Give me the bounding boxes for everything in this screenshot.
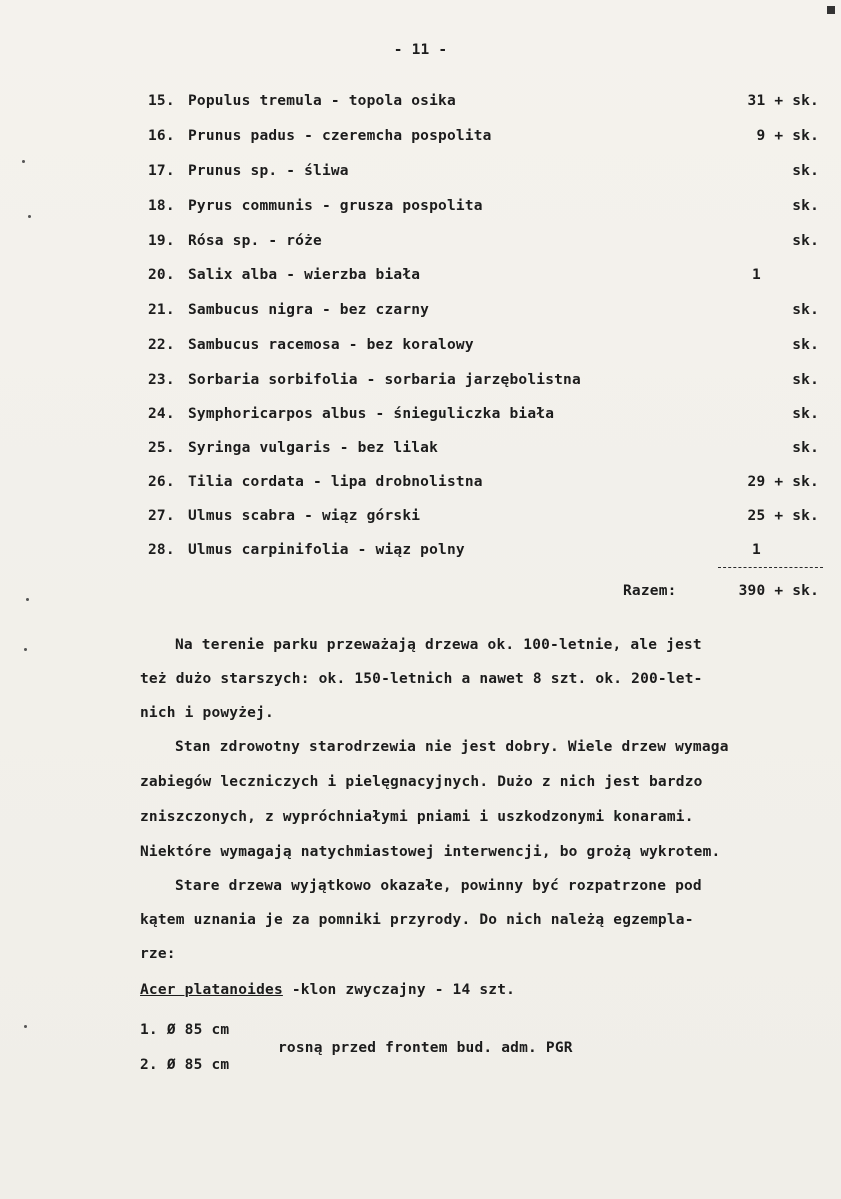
row-quantity: 29 + sk. (747, 474, 819, 490)
species-row (148, 302, 429, 324)
row-number: 20. (148, 267, 175, 283)
row-text: Ulmus carpinifolia - wiąz polny (188, 542, 465, 558)
row-number: 26. (148, 474, 175, 490)
row-number: 28. (148, 542, 175, 558)
total-value: 390 + sk. (738, 583, 819, 599)
trees-location-note: rosną przed frontem bud. adm. PGR (278, 1040, 573, 1056)
species-row (148, 233, 322, 255)
scan-speck (26, 598, 29, 601)
row-text: Salix alba - wierzba biała (188, 267, 421, 283)
species-row (148, 440, 438, 462)
row-quantity: 1 (752, 542, 761, 558)
row-quantity: sk. (792, 163, 819, 179)
scan-speck (24, 1025, 27, 1028)
row-text: Sambucus nigra - bez czarny (188, 302, 430, 318)
species-row (148, 337, 474, 359)
row-text: Prunus sp. - śliwa (188, 163, 349, 179)
paragraph-line: rze: (140, 946, 176, 962)
row-number: 23. (148, 372, 175, 388)
species-row (148, 542, 465, 564)
species-row (148, 372, 581, 394)
species-row (148, 128, 492, 150)
row-text: Tilia cordata - lipa drobnolistna (188, 474, 483, 490)
paragraph-line: Stare drzewa wyjątkowo okazałe, powinny być rozpatrzone pod (175, 878, 702, 894)
scan-speck (22, 160, 25, 163)
species-row (148, 267, 420, 289)
acer-species-name: Acer platanoides (140, 982, 283, 998)
species-row (148, 163, 349, 185)
row-number: 24. (148, 406, 175, 422)
row-number: 27. (148, 508, 175, 524)
row-text: Pyrus communis - grusza pospolita (188, 198, 483, 214)
row-number: 19. (148, 233, 175, 249)
tree-diameter: Ø 85 cm (166, 1022, 230, 1038)
acer-line (140, 982, 515, 998)
paragraph-line: Na terenie parku przeważają drzewa ok. 100-letnie, ale jest (175, 637, 702, 653)
species-row (148, 406, 554, 428)
sum-divider-line (718, 567, 823, 568)
tree-diameter: Ø 85 cm (166, 1057, 230, 1073)
row-text: Prunus padus - czeremcha pospolita (188, 128, 492, 144)
row-quantity: sk. (792, 406, 819, 422)
row-text: Sorbaria sorbifolia - sorbaria jarzębolistna (188, 372, 581, 388)
row-number: 15. (148, 93, 175, 109)
page-number: - 11 - (393, 42, 448, 58)
row-quantity: sk. (792, 198, 819, 214)
tree-number: 2. (140, 1057, 158, 1073)
row-text: Syringa vulgaris - bez lilak (188, 440, 439, 456)
row-quantity: sk. (792, 440, 819, 456)
row-quantity: 25 + sk. (747, 508, 819, 524)
species-row (148, 198, 483, 220)
row-text: Sambucus racemosa - bez koralowy (188, 337, 474, 353)
scan-speck (28, 215, 31, 218)
paragraph-line: Niektóre wymagają natychmiastowej interwencji, bo grożą wykrotem. (140, 844, 721, 860)
row-text: Populus tremula - topola osika (188, 93, 456, 109)
row-quantity: sk. (792, 233, 819, 249)
acer-description: -klon zwyczajny - 14 szt. (282, 982, 516, 998)
species-row (148, 93, 456, 115)
row-text: Ulmus scabra - wiąz górski (188, 508, 421, 524)
species-row (148, 474, 483, 496)
paragraph-line: zniszczonych, z wypróchniałymi pniami i uszkodzonymi konarami. (140, 809, 694, 825)
row-quantity: 1 (752, 267, 761, 283)
paragraph-line: kątem uznania je za pomniki przyrody. Do nich należą egzempla- (140, 912, 694, 928)
scan-speck (24, 648, 27, 651)
tree-entry (140, 1022, 229, 1038)
species-row (148, 508, 420, 530)
row-number: 21. (148, 302, 175, 318)
row-text: Rósa sp. - róże (188, 233, 322, 249)
row-text: Symphoricarpos albus - śnieguliczka biała (188, 406, 555, 422)
row-quantity: 9 + sk. (756, 128, 819, 144)
row-number: 17. (148, 163, 175, 179)
row-quantity: sk. (792, 337, 819, 353)
tree-entry (140, 1057, 229, 1073)
paragraph-line: nich i powyżej. (140, 705, 274, 721)
scan-corner-mark (827, 6, 835, 14)
row-quantity: sk. (792, 372, 819, 388)
paragraph-line: Stan zdrowotny starodrzewia nie jest dobry. Wiele drzew wymaga (175, 739, 729, 755)
row-number: 18. (148, 198, 175, 214)
row-quantity: 31 + sk. (747, 93, 819, 109)
row-quantity: sk. (792, 302, 819, 318)
paragraph-line: też dużo starszych: ok. 150-letnich a nawet 8 szt. ok. 200-let- (140, 671, 703, 687)
row-number: 25. (148, 440, 175, 456)
row-number: 22. (148, 337, 175, 353)
total-label: Razem: (623, 583, 677, 599)
row-number: 16. (148, 128, 175, 144)
tree-number: 1. (140, 1022, 158, 1038)
paragraph-line: zabiegów leczniczych i pielęgnacyjnych. Dużo z nich jest bardzo (140, 774, 703, 790)
